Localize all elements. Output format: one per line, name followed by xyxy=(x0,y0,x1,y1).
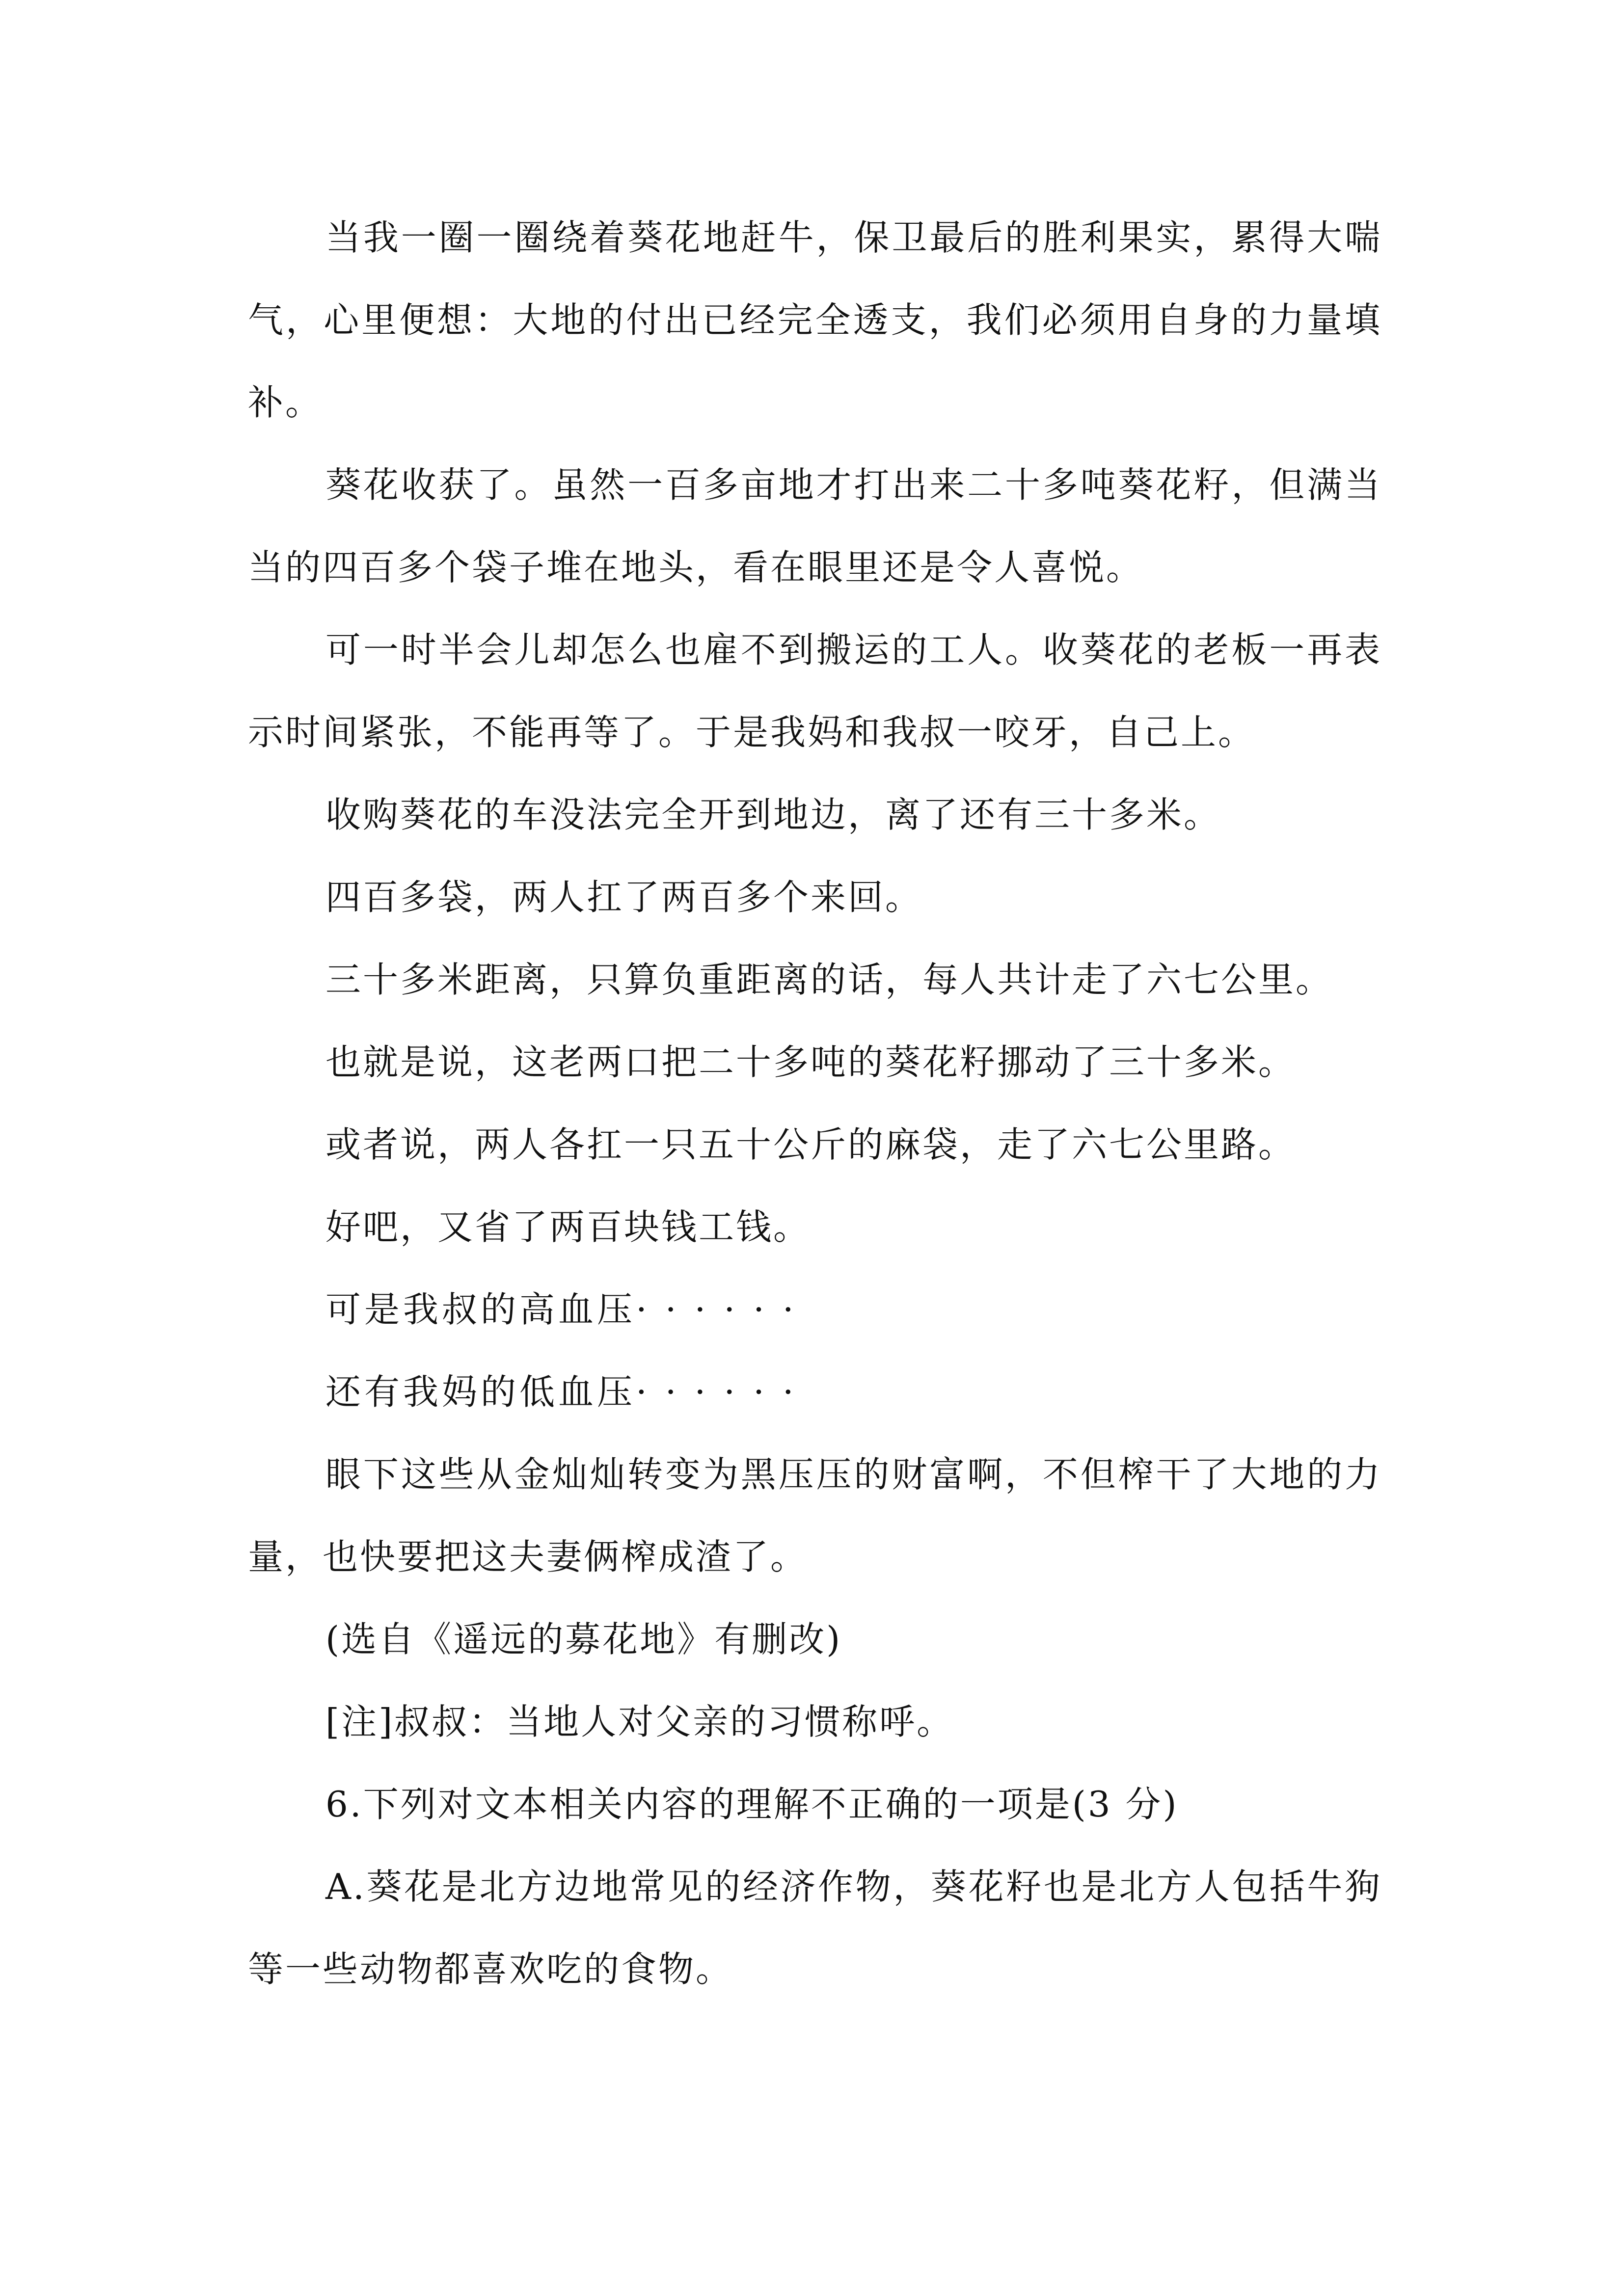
paragraph-10: 可是我叔的高血压· · · · · · xyxy=(325,1289,797,1330)
paragraph-6: 三十多米距离，只算负重距离的话，每人共计走了六七公里。 xyxy=(325,959,1333,1000)
paragraph-3: 可一时半会儿却怎么也雇不到搬运的工人。收葵花的老板一再表示时间紧张，不能再等了。于是我妈和我叔一咬牙，自己上。 xyxy=(248,629,1382,753)
document-body xyxy=(248,196,1382,2010)
paragraph-11: 还有我妈的低血压· · · · · · xyxy=(325,1371,797,1413)
paragraph-2: 葵花收获了。虽然一百多亩地才打出来二十多吨葵花籽，但满当当的四百多个袋子堆在地头，看在眼里还是令人喜悦。 xyxy=(248,464,1382,588)
paragraph-7: 也就是说，这老两口把二十多吨的葵花籽挪动了三十多米。 xyxy=(325,1041,1296,1083)
option-a: A.葵花是北方边地常见的经济作物，葵花籽也是北方人包括牛狗等一些动物都喜欢吃的食物。 xyxy=(248,1866,1382,1990)
source-citation: (选自《遥远的募花地》有删改) xyxy=(325,1619,842,1660)
paragraph-1: 当我一圈一圈绕着葵花地赶牛，保卫最后的胜利果实，累得大喘气，心里便想：大地的付出已经完全透支，我们必须用自身的力量填补。 xyxy=(248,217,1382,423)
paragraph-5: 四百多袋，两人扛了两百多个来回。 xyxy=(325,877,923,918)
annotation-note: [注]叔叔：当地人对父亲的习惯称呼。 xyxy=(325,1701,954,1742)
paragraph-8: 或者说，两人各扛一只五十公斤的麻袋，走了六七公里路。 xyxy=(325,1124,1296,1165)
question-6: 6.下列对文本相关内容的理解不正确的一项是(3 分) xyxy=(325,1784,1179,1825)
paragraph-9: 好吧，又省了两百块钱工钱。 xyxy=(325,1206,811,1248)
paragraph-4: 收购葵花的车没法完全开到地边，离了还有三十多米。 xyxy=(325,794,1221,835)
paragraph-12: 眼下这些从金灿灿转变为黑压压的财富啊，不但榨干了大地的力量，也快要把这夫妻俩榨成渣了。 xyxy=(248,1454,1382,1577)
